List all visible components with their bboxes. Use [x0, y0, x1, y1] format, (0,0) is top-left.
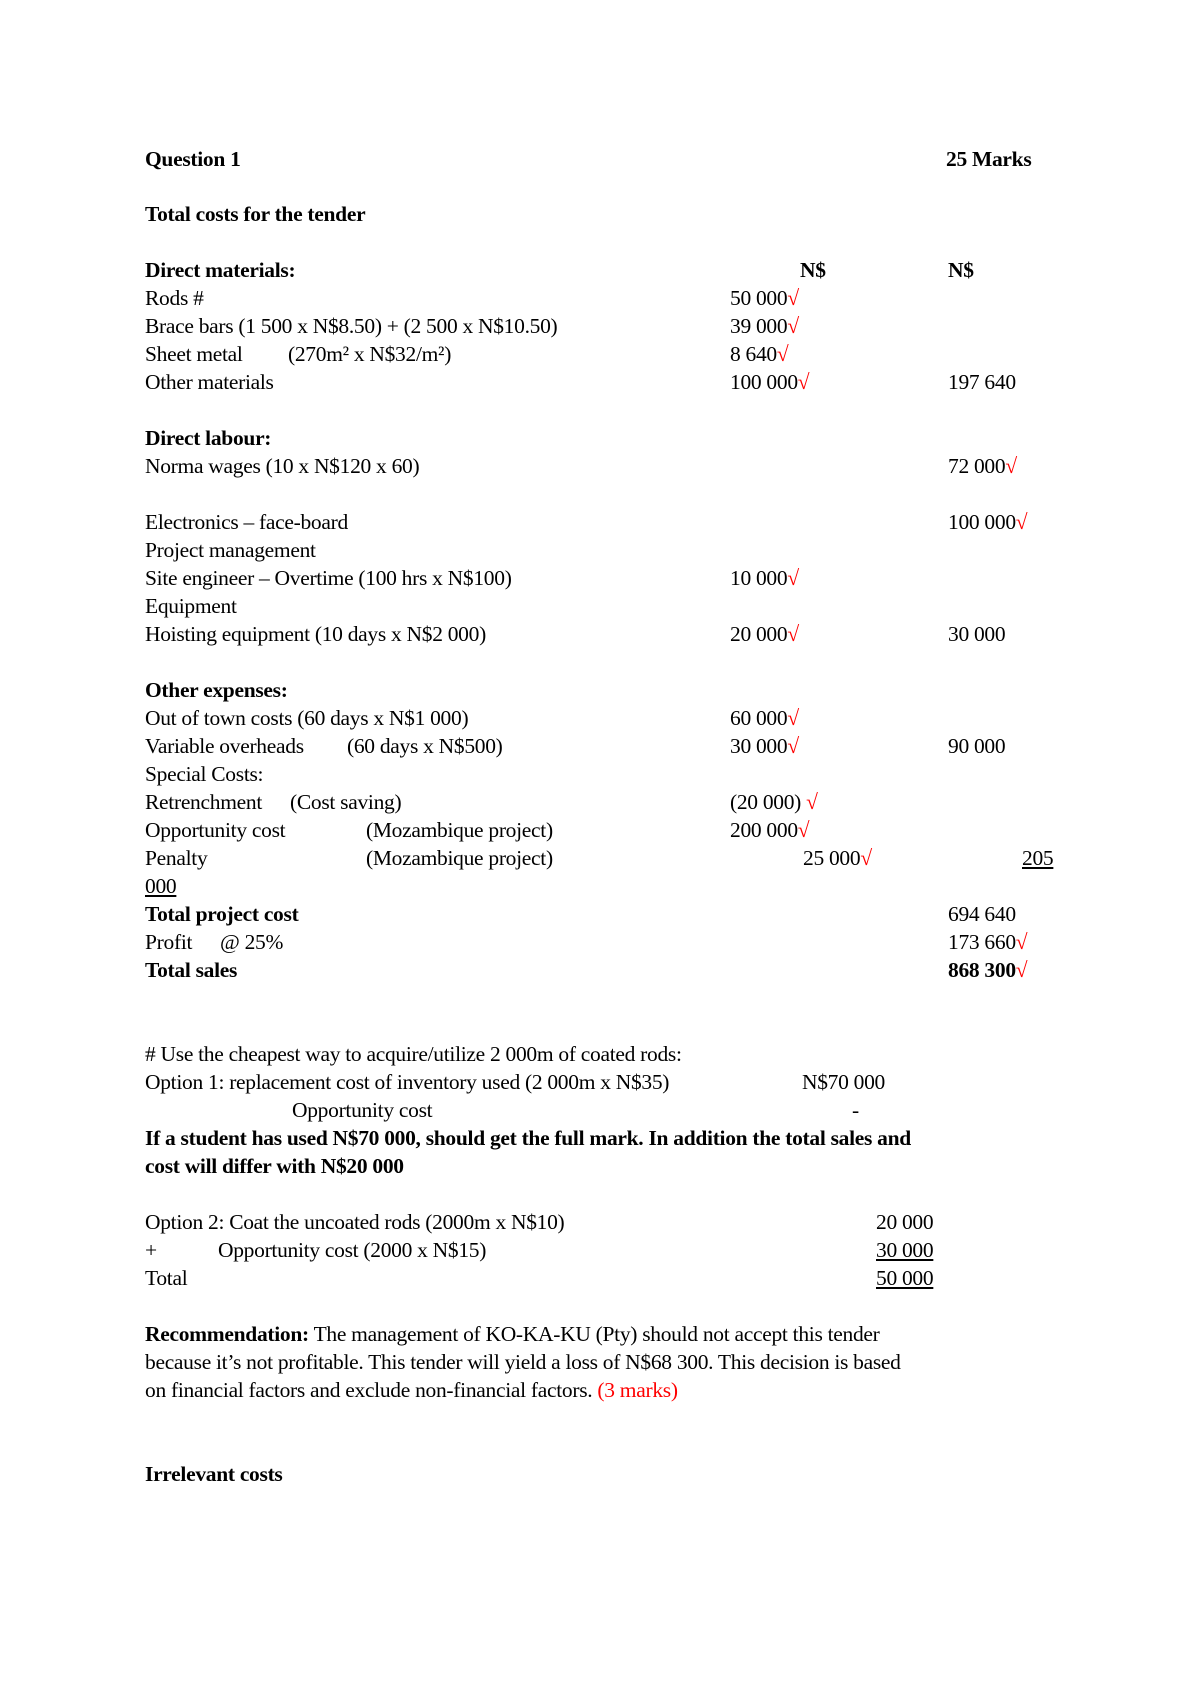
- total-project-cost-value: 694 640: [948, 902, 1016, 926]
- out-of-town-amount: 60 000√: [730, 706, 799, 730]
- tick-mark: √: [787, 314, 799, 338]
- other-materials-amount: 100 000√: [730, 370, 810, 394]
- rods-amount: 50 000√: [730, 286, 799, 310]
- site-engineer-label: Site engineer – Overtime (100 hrs x N$100): [145, 566, 512, 590]
- site-engineer-amount: 10 000√: [730, 566, 799, 590]
- direct-materials-heading: Direct materials:: [145, 258, 296, 282]
- project-management-heading: Project management: [145, 538, 316, 562]
- tick-mark: √: [787, 734, 799, 758]
- recommendation-line2: because it’s not profitable. This tender will yield a loss of N$68 300. This decision is based: [145, 1350, 901, 1374]
- out-of-town-label: Out of town costs (60 days x N$1 000): [145, 706, 469, 730]
- marking-note-line1: If a student has used N$70 000, should get the full mark. In addition the total sales and: [145, 1126, 911, 1150]
- brace-bars-amount: 39 000√: [730, 314, 799, 338]
- marking-note-line2: cost will differ with N$20 000: [145, 1154, 404, 1178]
- tick-mark: √: [797, 370, 810, 394]
- recommendation-heading: Recommendation:: [145, 1322, 309, 1346]
- sheet-metal-label: Sheet metal: [145, 342, 243, 366]
- option2-opportunity-label: Opportunity cost (2000 x N$15): [218, 1238, 487, 1262]
- tick-mark: √: [787, 566, 799, 590]
- opportunity-label: Opportunity cost: [292, 1098, 433, 1122]
- option2-label: Option 2: Coat the uncoated rods (2000m x N$10): [145, 1210, 565, 1234]
- marks-note: (3 marks): [597, 1378, 678, 1402]
- other-expenses-total: 90 000: [948, 734, 1006, 758]
- column-header-1: N$: [800, 258, 826, 282]
- electronics-total: 100 000√: [948, 510, 1028, 534]
- brace-bars-label: Brace bars (1 500 x N$8.50) + (2 500 x N$10.50): [145, 314, 558, 338]
- retrenchment-amount: (20 000) √: [730, 790, 818, 814]
- option2-opportunity-value: 30 000: [876, 1238, 934, 1262]
- tick-mark: √: [1015, 510, 1028, 534]
- variable-overheads-amount: 30 000√: [730, 734, 799, 758]
- recommendation-line3: on financial factors and exclude non-financial factors. (3 marks): [145, 1378, 678, 1402]
- rods-label: Rods #: [145, 286, 204, 310]
- tick-mark: √: [1005, 454, 1017, 478]
- tick-mark: √: [860, 846, 872, 870]
- tick-mark: √: [787, 706, 799, 730]
- special-costs-heading: Special Costs:: [145, 762, 264, 786]
- note-line: # Use the cheapest way to acquire/utilize 2 000m of coated rods:: [145, 1042, 682, 1066]
- retrenchment-calc: (Cost saving): [290, 790, 402, 814]
- wages-total: 72 000√: [948, 454, 1017, 478]
- total-project-cost-label: Total project cost: [145, 902, 299, 926]
- tick-mark: √: [797, 818, 810, 842]
- tick-mark: √: [776, 342, 789, 366]
- option1-label: Option 1: replacement cost of inventory used (2 000m x N$35): [145, 1070, 670, 1094]
- equipment-heading: Equipment: [145, 594, 237, 618]
- penalty-calc: (Mozambique project): [366, 846, 553, 870]
- hoisting-amount: 20 000√: [730, 622, 799, 646]
- total-sales-label: Total sales: [145, 958, 238, 982]
- tick-mark: √: [1015, 930, 1028, 954]
- profit-calc: @ 25%: [220, 930, 284, 954]
- electronics-label: Electronics – face-board: [145, 510, 348, 534]
- tick-mark: √: [787, 286, 799, 310]
- penalty-label: Penalty: [145, 846, 208, 870]
- variable-overheads-calc: (60 days x N$500): [347, 734, 503, 758]
- penalty-amount: 25 000√: [803, 846, 872, 870]
- profit-label: Profit: [145, 930, 193, 954]
- question-marks: 25 Marks: [946, 147, 1032, 171]
- special-costs-total-part1: 205: [1022, 846, 1054, 870]
- option2-value: 20 000: [876, 1210, 934, 1234]
- project-management-total: 30 000: [948, 622, 1006, 646]
- opportunity-cost-calc: (Mozambique project): [366, 818, 553, 842]
- other-materials-label: Other materials: [145, 370, 274, 394]
- option2-total-value: 50 000: [876, 1266, 934, 1290]
- retrenchment-label: Retrenchment: [145, 790, 262, 814]
- tick-mark: √: [806, 790, 818, 814]
- wages-label: Norma wages (10 x N$120 x 60): [145, 454, 420, 478]
- tick-mark: √: [787, 622, 799, 646]
- special-costs-total-part2: 000: [145, 874, 177, 898]
- profit-value: 173 660√: [948, 930, 1028, 954]
- direct-labour-heading: Direct labour:: [145, 426, 272, 450]
- irrelevant-costs-heading: Irrelevant costs: [145, 1462, 283, 1486]
- plus-sign: +: [145, 1238, 157, 1262]
- opportunity-value: -: [852, 1098, 859, 1122]
- sheet-metal-amount: 8 640√: [730, 342, 789, 366]
- tick-mark: √: [1015, 958, 1028, 982]
- variable-overheads-label: Variable overheads: [145, 734, 304, 758]
- total-sales-value: 868 300√: [948, 958, 1028, 982]
- section-title: Total costs for the tender: [145, 202, 366, 226]
- option1-value: N$70 000: [802, 1070, 886, 1094]
- opportunity-cost-amount: 200 000√: [730, 818, 810, 842]
- recommendation-line1: Recommendation: The management of KO-KA-KU (Pty) should not accept this tender: [145, 1322, 880, 1346]
- option2-total-label: Total: [145, 1266, 188, 1290]
- question-title: Question 1: [145, 147, 241, 171]
- sheet-metal-calc: (270m² x N$32/m²): [288, 342, 452, 366]
- opportunity-cost-label: Opportunity cost: [145, 818, 286, 842]
- column-header-2: N$: [948, 258, 974, 282]
- other-expenses-heading: Other expenses:: [145, 678, 288, 702]
- direct-materials-total: 197 640: [948, 370, 1016, 394]
- hoisting-label: Hoisting equipment (10 days x N$2 000): [145, 622, 486, 646]
